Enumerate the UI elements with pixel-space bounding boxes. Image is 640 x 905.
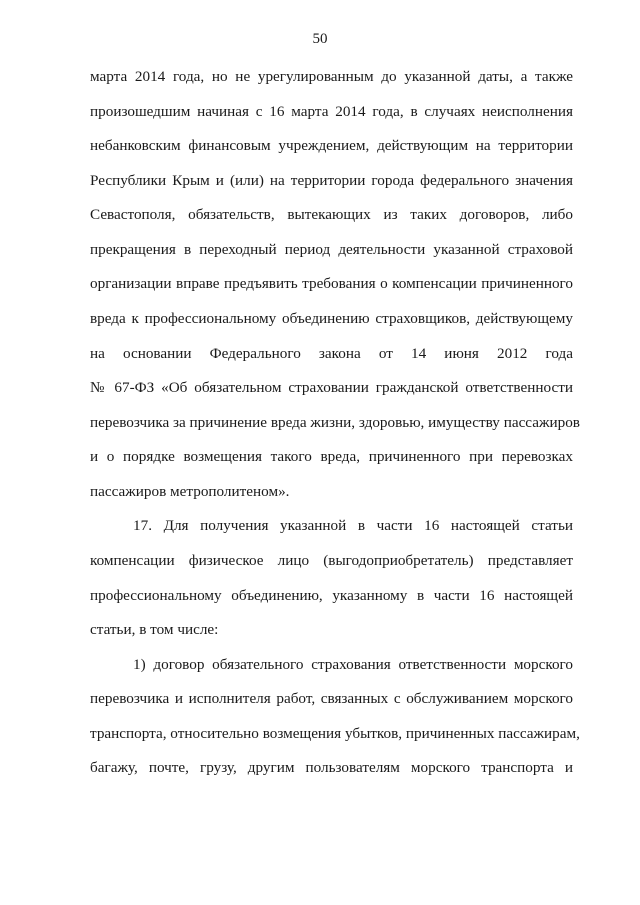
paragraph-line: Республики Крым и (или) на территории города федерального значения bbox=[90, 172, 573, 189]
paragraph-line: багажу, почте, грузу, другим пользователям морского транспорта и bbox=[90, 759, 573, 776]
paragraph-line: организации вправе предъявить требования о компенсации причиненного bbox=[90, 275, 573, 292]
paragraph-line: небанковским финансовым учреждением, действующим на территории bbox=[90, 137, 573, 154]
paragraph-line: транспорта, относительно возмещения убытков, причиненных пассажирам, bbox=[90, 725, 580, 742]
paragraph-line: профессиональному объединению, указанному в части 16 настоящей bbox=[90, 587, 573, 604]
paragraph-line: перевозчика и исполнителя работ, связанных с обслуживанием морского bbox=[90, 690, 573, 707]
paragraph-line: перевозчика за причинение вреда жизни, здоровью, имуществу пассажиров bbox=[90, 414, 580, 431]
paragraph-line: произошедшим начиная с 16 марта 2014 года, в случаях неисполнения bbox=[90, 103, 573, 120]
paragraph-line: № 67-ФЗ «Об обязательном страховании гражданской ответственности bbox=[90, 379, 573, 396]
paragraph-line: пассажиров метрополитеном». bbox=[90, 483, 290, 500]
page-number: 50 bbox=[312, 31, 328, 47]
paragraph-line: прекращения в переходный период деятельности указанной страховой bbox=[90, 241, 573, 258]
paragraph-line: на основании Федерального закона от 14 июня 2012 года bbox=[90, 345, 573, 362]
paragraph-line: статьи, в том числе: bbox=[90, 621, 219, 638]
paragraph-line: 1) договор обязательного страхования ответственности морского bbox=[133, 656, 573, 673]
paragraph-line: 17. Для получения указанной в части 16 настоящей статьи bbox=[133, 517, 573, 534]
paragraph-line: компенсации физическое лицо (выгодоприобретатель) представляет bbox=[90, 552, 573, 569]
paragraph-line: марта 2014 года, но не урегулированным до указанной даты, а также bbox=[90, 68, 573, 85]
paragraph-line: Севастополя, обязательств, вытекающих из таких договоров, либо bbox=[90, 206, 573, 223]
paragraph-line: и о порядке возмещения такого вреда, причиненного при перевозках bbox=[90, 448, 573, 465]
paragraph-line: вреда к профессиональному объединению страховщиков, действующему bbox=[90, 310, 573, 327]
